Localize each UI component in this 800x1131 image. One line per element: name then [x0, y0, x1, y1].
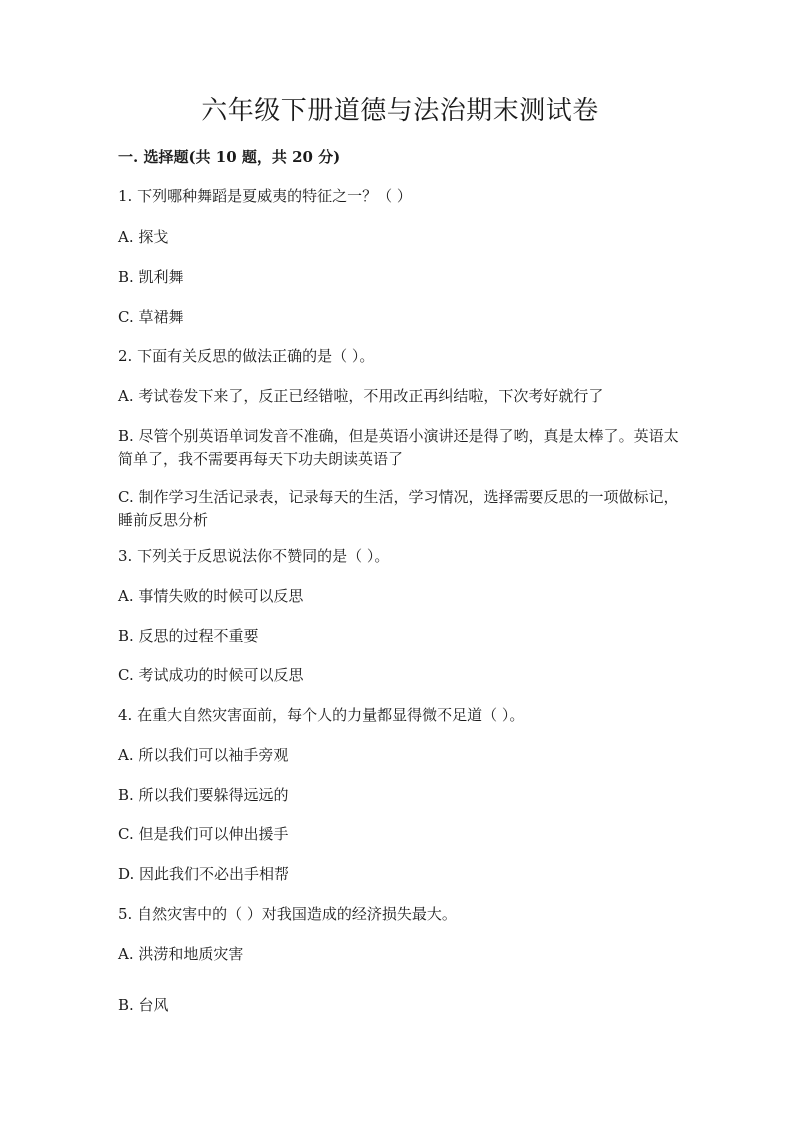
question-stem: 1. 下列哪种舞蹈是夏威夷的特征之一？（ ） [118, 187, 412, 205]
question-option: A. 洪涝和地质灾害 [118, 945, 244, 963]
question-option: B. 尽管个别英语单词发音不准确，但是英语小演讲还是得了哟，真是太棒了。英语太简单了，我不需要再每天下功夫朗读英语了 [118, 427, 679, 468]
question-option: B. 凯利舞 [118, 268, 184, 286]
question-stem: 3. 下列关于反思说法你不赞同的是（ ）。 [118, 547, 390, 565]
question-stem: 2. 下面有关反思的做法正确的是（ ）。 [118, 347, 375, 365]
question-option: C. 制作学习生活记录表，记录每天的生活，学习情况，选择需要反思的一项做标记，睡前反思分析 [118, 488, 679, 529]
question-option: B. 所以我们要躲得远远的 [118, 786, 289, 804]
section-heading: 一. 选择题(共 10 题，共 20 分) [118, 148, 341, 166]
question-stem: 4. 在重大自然灾害面前，每个人的力量都显得微不足道（ ）。 [118, 706, 525, 724]
question-option: A. 事情失败的时候可以反思 [118, 587, 304, 605]
question-option: C. 草裙舞 [118, 308, 184, 326]
question-option: C. 但是我们可以伸出援手 [118, 825, 289, 843]
page-title: 六年级下册道德与法治期末测试卷 [201, 96, 599, 126]
question-option: B. 反思的过程不重要 [118, 627, 259, 645]
question-stem: 5. 自然灾害中的（ ）对我国造成的经济损失最大。 [118, 905, 457, 923]
question-option: A. 所以我们可以袖手旁观 [118, 746, 289, 764]
question-option: A. 考试卷发下来了，反正已经错啦，不用改正再纠结啦，下次考好就行了 [118, 387, 604, 405]
question-option: A. 探戈 [118, 228, 169, 246]
question-option: C. 考试成功的时候可以反思 [118, 666, 304, 684]
question-option: D. 因此我们不必出手相帮 [118, 865, 290, 883]
question-option: B. 台风 [118, 996, 169, 1014]
